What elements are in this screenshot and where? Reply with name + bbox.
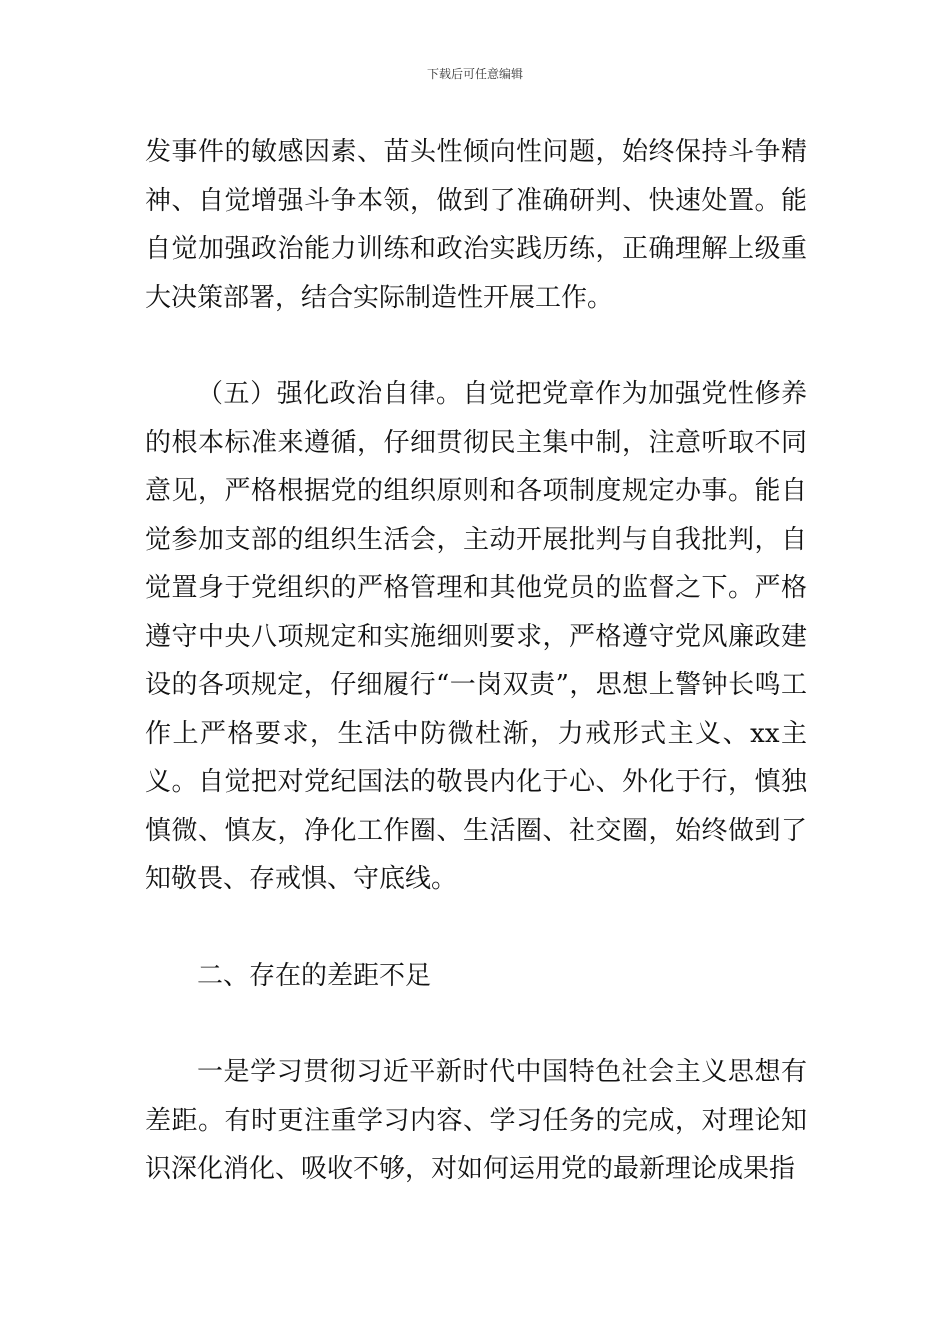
section-heading: 二、存在的差距不足 [197, 960, 432, 991]
paragraph-shortcomings-first: 一是学习贯彻习近平新时代中国特色社会主义思想有差距。有时更注重学习内容、学习任务的完成，对理论知识深化消化、吸收不够，对如何运用党的最新理论成果指 [145, 1057, 807, 1184]
paragraph-continuation: 发事件的敏感因素、苗头性倾向性问题，始终保持斗争精神、自觉增强斗争本领，做到了准确研判、快速处置。能自觉加强政治能力训练和政治实践历练，正确理解上级重大决策部署，结合实际制造性开展工作。 [145, 137, 807, 313]
page-header: 下载后可任意编辑 [426, 67, 523, 81]
paragraph-political-discipline: （五）强化政治自律。自觉把党章作为加强党性修养的根本标准来遵循，仔细贯彻民主集中制，注意听取不同意见，严格根据党的组织原则和各项制度规定办事。能自觉参加支部的组织生活会，主动开展批判与自我批判，自觉置身于党组织的严格管理和其他党员的监督之下。严格遵守中央八项规定和实施细则要求，严格遵守党风廉政建设的各项规定，仔细履行“一岗双责”，思想上警钟长鸣工作上严格要求，生活中防微杜渐，力戒形式主义、xx主义。自觉把对党纪国法的敬畏内化于心、外化于行，慎独慎微、慎友，净化工作圈、生活圈、社交圈，始终做到了知敬畏、存戒惧、守底线。 [145, 379, 807, 894]
document-body [145, 128, 807, 1194]
